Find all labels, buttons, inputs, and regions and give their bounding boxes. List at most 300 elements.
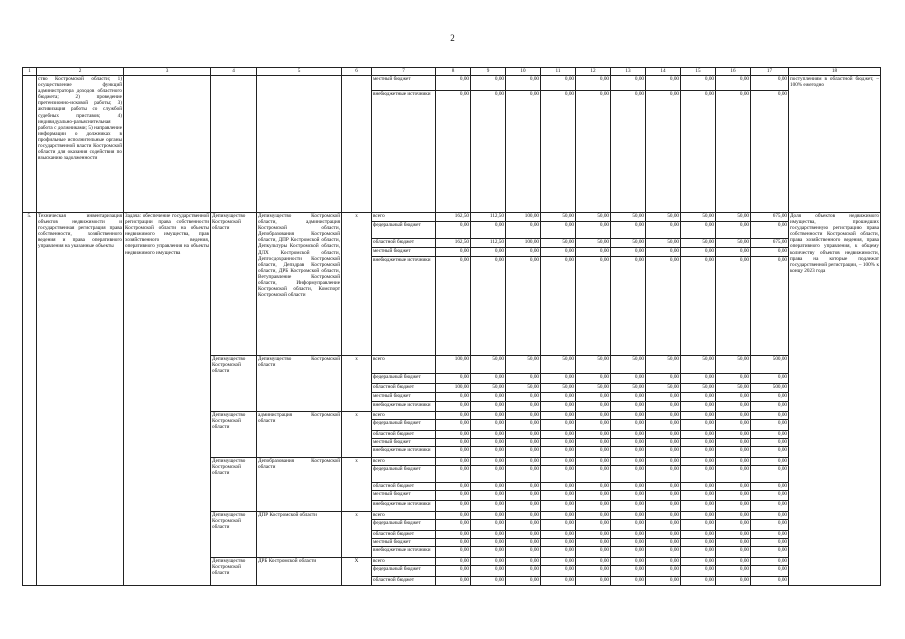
value-cell: 0,00 <box>436 412 471 420</box>
value-cell: 50,00 <box>681 213 716 222</box>
value-cell: 162,50 <box>436 213 471 222</box>
column-number: 6 <box>342 68 372 76</box>
value-cell: 0,00 <box>611 257 646 356</box>
value-cell: 50,00 <box>576 213 611 222</box>
x-mark: х <box>342 512 372 558</box>
value-cell: 0,00 <box>436 76 471 91</box>
funding-source: местный бюджет <box>372 491 436 501</box>
result-text: Доля объектов недвижимого имущества, прошедших государственную регистрацию права собственности Костромской области, права хозяйственного ведения, права оперативного управления, к общему количеству объектов недвижимости, права на которые подлежат государственной регистрации, – 100% к концу 2023 года <box>789 213 881 586</box>
value-cell: 0,00 <box>541 512 576 520</box>
value-cell: 500,00 <box>751 384 789 393</box>
value-cell: 0,00 <box>716 547 751 558</box>
value-cell: 0,00 <box>541 483 576 491</box>
value-cell: 0,00 <box>681 447 716 458</box>
value-cell: 0,00 <box>471 431 506 439</box>
value-cell: 50,00 <box>716 213 751 222</box>
value-cell: 0,00 <box>751 520 789 531</box>
value-cell: 0,00 <box>506 501 541 512</box>
value-cell: 0,00 <box>681 393 716 402</box>
value-cell: 0,00 <box>576 577 611 586</box>
value-cell: 0,00 <box>506 512 541 520</box>
value-cell: 50,00 <box>471 384 506 393</box>
value-cell: 0,00 <box>471 558 506 566</box>
value-cell: 0,00 <box>681 547 716 558</box>
value-cell: 0,00 <box>716 483 751 491</box>
value-cell: 0,00 <box>576 501 611 512</box>
column-number: 9 <box>471 68 506 76</box>
x-mark: х <box>342 458 372 512</box>
value-cell: 0,00 <box>681 466 716 483</box>
value-cell: 0,00 <box>576 420 611 431</box>
value-cell: 0,00 <box>716 248 751 257</box>
value-cell: 0,00 <box>681 577 716 586</box>
value-cell: 0,00 <box>681 439 716 447</box>
column-number: 11 <box>541 68 576 76</box>
value-cell: 0,00 <box>611 393 646 402</box>
value-cell: 500,00 <box>751 356 789 374</box>
value-cell: 50,00 <box>506 356 541 374</box>
value-cell: 0,00 <box>506 393 541 402</box>
value-cell: 0,00 <box>506 466 541 483</box>
column-number: 17 <box>751 68 789 76</box>
value-cell: 50,00 <box>541 384 576 393</box>
value-cell: 0,00 <box>471 412 506 420</box>
value-cell: 0,00 <box>471 458 506 466</box>
value-cell: 0,00 <box>681 483 716 491</box>
co-executor: ДПР Костромской области <box>257 512 342 558</box>
value-cell: 0,00 <box>506 412 541 420</box>
value-cell: 0,00 <box>436 531 471 539</box>
value-cell: 0,00 <box>471 374 506 384</box>
value-cell: 0,00 <box>506 531 541 539</box>
co-executor: Депобразования Костромской области <box>257 458 342 512</box>
value-cell: 0,00 <box>646 420 681 431</box>
value-cell: 0,00 <box>716 520 751 531</box>
value-cell: 0,00 <box>681 539 716 547</box>
value-cell: 0,00 <box>471 577 506 586</box>
value-cell: 0,00 <box>751 257 789 356</box>
value-cell: 0,00 <box>611 547 646 558</box>
value-cell: 0,00 <box>541 393 576 402</box>
value-cell: 0,00 <box>541 248 576 257</box>
value-cell: 0,00 <box>576 393 611 402</box>
funding-source: внебюджетные источники <box>372 402 436 412</box>
column-number: 14 <box>646 68 681 76</box>
value-cell: 0,00 <box>681 257 716 356</box>
value-cell: 0,00 <box>681 76 716 91</box>
funding-source: внебюджетные источники <box>372 257 436 356</box>
value-cell: 0,00 <box>716 566 751 577</box>
value-cell: 0,00 <box>751 531 789 539</box>
responsible-executor: Депимущество Костромской области <box>211 213 257 356</box>
value-cell: 0,00 <box>436 91 471 213</box>
measure-text: ство Костромской области; 1) осуществление функций администратора доходов областного бюджета; 2) проведение претензионно-исковой работы; 3) активизация работы со службой судебных приставов; 4) индивидуально-разъяснительная работа с должниками; 5) направление информации о должниках в профильные исполнительные органы государственной власти Костромской области для оказания содействия по взысканию задолженности <box>37 76 124 213</box>
value-cell: 0,00 <box>681 248 716 257</box>
value-cell: 50,00 <box>646 213 681 222</box>
table-cell <box>342 76 372 213</box>
value-cell: 0,00 <box>611 439 646 447</box>
value-cell: 0,00 <box>716 458 751 466</box>
co-executor: Депимущество Костромской области <box>257 356 342 412</box>
value-cell: 0,00 <box>541 420 576 431</box>
value-cell: 0,00 <box>751 76 789 91</box>
value-cell: 0,00 <box>681 420 716 431</box>
value-cell: 0,00 <box>541 539 576 547</box>
responsible-executor: Депимущество Костромской области <box>211 412 257 458</box>
value-cell: 0,00 <box>646 466 681 483</box>
value-cell: 0,00 <box>576 566 611 577</box>
value-cell: 0,00 <box>646 412 681 420</box>
value-cell: 0,00 <box>506 577 541 586</box>
value-cell: 0,00 <box>716 402 751 412</box>
value-cell: 162,50 <box>436 239 471 248</box>
value-cell: 0,00 <box>681 402 716 412</box>
value-cell: 50,00 <box>716 239 751 248</box>
value-cell: 0,00 <box>751 577 789 586</box>
value-cell: 0,00 <box>541 547 576 558</box>
funding-source: внебюджетные источники <box>372 547 436 558</box>
value-cell: 0,00 <box>611 76 646 91</box>
funding-source: областной бюджет <box>372 431 436 439</box>
value-cell: 112,50 <box>471 239 506 248</box>
value-cell: 0,00 <box>436 501 471 512</box>
row-number: 5. <box>23 213 37 586</box>
co-executor: Депимущество Костромской области, администрация Костромской области, Депобразования Костромской области, ДПР Костромской области, Депкультуры Костромской области, ДЛХ Костромской области, Депгосдохранности Костромской области, Депздрав Костромской области, ДРБ Костромской области, Ветуправление Костромской области, Информуправление Костромской области, Комспорт Костромской области <box>257 213 342 356</box>
table-cell <box>124 76 211 213</box>
value-cell: 50,00 <box>541 356 576 374</box>
value-cell: 0,00 <box>681 491 716 501</box>
value-cell: 50,00 <box>611 239 646 248</box>
value-cell: 0,00 <box>541 520 576 531</box>
value-cell: 0,00 <box>436 257 471 356</box>
value-cell: 0,00 <box>646 520 681 531</box>
value-cell: 0,00 <box>541 402 576 412</box>
value-cell: 50,00 <box>576 384 611 393</box>
value-cell: 0,00 <box>681 558 716 566</box>
column-number: 16 <box>716 68 751 76</box>
value-cell: 0,00 <box>471 439 506 447</box>
value-cell: 0,00 <box>681 531 716 539</box>
value-cell: 50,00 <box>576 239 611 248</box>
column-number: 8 <box>436 68 471 76</box>
column-number: 2 <box>37 68 124 76</box>
value-cell: 0,00 <box>436 512 471 520</box>
funding-source: местный бюджет <box>372 539 436 547</box>
value-cell: 0,00 <box>506 447 541 458</box>
value-cell: 0,00 <box>611 491 646 501</box>
value-cell: 0,00 <box>576 512 611 520</box>
value-cell: 0,00 <box>506 566 541 577</box>
value-cell: 0,00 <box>576 431 611 439</box>
column-number: 10 <box>506 68 541 76</box>
value-cell: 0,00 <box>541 458 576 466</box>
value-cell: 0,00 <box>576 491 611 501</box>
responsible-executor: Депимущество Костромской области <box>211 512 257 558</box>
value-cell: 0,00 <box>646 402 681 412</box>
value-cell: 0,00 <box>541 76 576 91</box>
co-executor: ДРБ Костромской области <box>257 558 342 586</box>
x-mark: х <box>342 213 372 356</box>
value-cell: 0,00 <box>436 402 471 412</box>
value-cell: 0,00 <box>541 222 576 239</box>
budget-table <box>22 67 881 586</box>
value-cell: 0,00 <box>646 458 681 466</box>
value-cell: 0,00 <box>646 91 681 213</box>
value-cell: 0,00 <box>611 412 646 420</box>
value-cell: 0,00 <box>611 558 646 566</box>
value-cell: 0,00 <box>436 439 471 447</box>
column-number: 7 <box>372 68 436 76</box>
value-cell: 0,00 <box>506 248 541 257</box>
value-cell: 0,00 <box>541 466 576 483</box>
value-cell: 0,00 <box>716 431 751 439</box>
value-cell: 0,00 <box>646 501 681 512</box>
value-cell: 0,00 <box>751 466 789 483</box>
value-cell: 0,00 <box>576 439 611 447</box>
value-cell: 0,00 <box>576 76 611 91</box>
value-cell: 0,00 <box>436 222 471 239</box>
funding-source: местный бюджет <box>372 76 436 91</box>
value-cell: 0,00 <box>716 420 751 431</box>
value-cell: 675,00 <box>751 239 789 248</box>
result-text: поступлениям в областной бюджет, – 100% ежегодно <box>789 76 881 213</box>
value-cell: 100,00 <box>436 384 471 393</box>
funding-source: местный бюджет <box>372 439 436 447</box>
value-cell: 0,00 <box>611 566 646 577</box>
funding-source: областной бюджет <box>372 239 436 248</box>
value-cell: 0,00 <box>576 547 611 558</box>
value-cell: 100,00 <box>506 213 541 222</box>
value-cell: 0,00 <box>576 374 611 384</box>
funding-source: всего <box>372 412 436 420</box>
value-cell: 0,00 <box>506 439 541 447</box>
task-text: Задача: обеспечение государственной регистрации права собственности Костромской области на объекты недвижимого имущества, прав хозяйственного ведения, оперативного управления на объекты недвижимого имущества <box>124 213 211 586</box>
value-cell: 50,00 <box>646 356 681 374</box>
value-cell: 0,00 <box>436 466 471 483</box>
value-cell: 0,00 <box>506 402 541 412</box>
value-cell: 0,00 <box>646 512 681 520</box>
value-cell: 0,00 <box>646 531 681 539</box>
value-cell: 0,00 <box>471 531 506 539</box>
column-number: 15 <box>681 68 716 76</box>
funding-source: внебюджетные источники <box>372 447 436 458</box>
value-cell: 0,00 <box>541 566 576 577</box>
table-cell <box>211 76 257 213</box>
x-mark: х <box>342 356 372 412</box>
value-cell: 0,00 <box>716 539 751 547</box>
value-cell: 0,00 <box>716 257 751 356</box>
value-cell: 0,00 <box>471 539 506 547</box>
value-cell: 0,00 <box>751 439 789 447</box>
funding-source: всего <box>372 558 436 566</box>
value-cell: 50,00 <box>611 213 646 222</box>
value-cell: 0,00 <box>646 558 681 566</box>
funding-source: всего <box>372 356 436 374</box>
value-cell: 0,00 <box>436 520 471 531</box>
value-cell: 0,00 <box>716 491 751 501</box>
funding-source: федеральный бюджет <box>372 520 436 531</box>
funding-source: внебюджетные источники <box>372 91 436 213</box>
value-cell: 0,00 <box>646 257 681 356</box>
value-cell: 0,00 <box>576 466 611 483</box>
value-cell: 0,00 <box>576 412 611 420</box>
column-number: 5 <box>257 68 342 76</box>
value-cell: 0,00 <box>751 447 789 458</box>
value-cell: 0,00 <box>506 374 541 384</box>
value-cell: 0,00 <box>751 566 789 577</box>
funding-source: федеральный бюджет <box>372 466 436 483</box>
value-cell: 0,00 <box>611 520 646 531</box>
value-cell: 0,00 <box>506 76 541 91</box>
value-cell: 0,00 <box>611 431 646 439</box>
value-cell: 0,00 <box>471 466 506 483</box>
value-cell: 0,00 <box>611 458 646 466</box>
value-cell: 0,00 <box>471 512 506 520</box>
value-cell: 0,00 <box>646 539 681 547</box>
value-cell: 0,00 <box>751 501 789 512</box>
table-row <box>23 76 881 91</box>
value-cell: 0,00 <box>471 393 506 402</box>
value-cell: 0,00 <box>436 420 471 431</box>
value-cell: 0,00 <box>751 483 789 491</box>
value-cell: 0,00 <box>646 248 681 257</box>
value-cell: 50,00 <box>576 356 611 374</box>
value-cell: 0,00 <box>681 566 716 577</box>
value-cell: 100,00 <box>436 356 471 374</box>
funding-source: областной бюджет <box>372 531 436 539</box>
value-cell: 0,00 <box>716 91 751 213</box>
value-cell: 0,00 <box>611 466 646 483</box>
value-cell: 0,00 <box>471 491 506 501</box>
column-number: 3 <box>124 68 211 76</box>
value-cell: 0,00 <box>751 402 789 412</box>
value-cell: 50,00 <box>681 356 716 374</box>
value-cell: 112,50 <box>471 213 506 222</box>
value-cell: 0,00 <box>716 393 751 402</box>
value-cell: 0,00 <box>576 257 611 356</box>
value-cell: 0,00 <box>436 431 471 439</box>
value-cell: 0,00 <box>576 558 611 566</box>
value-cell: 0,00 <box>716 577 751 586</box>
value-cell: 0,00 <box>436 248 471 257</box>
column-number: 4 <box>211 68 257 76</box>
responsible-executor: Депимущество Костромской области <box>211 458 257 512</box>
value-cell: 50,00 <box>541 239 576 248</box>
value-cell: 0,00 <box>751 248 789 257</box>
value-cell: 0,00 <box>751 431 789 439</box>
x-mark: х <box>342 412 372 458</box>
value-cell: 0,00 <box>436 374 471 384</box>
value-cell: 0,00 <box>716 412 751 420</box>
value-cell: 0,00 <box>611 539 646 547</box>
value-cell: 0,00 <box>716 466 751 483</box>
value-cell: 0,00 <box>471 248 506 257</box>
value-cell: 0,00 <box>716 222 751 239</box>
value-cell: 0,00 <box>681 412 716 420</box>
value-cell: 0,00 <box>681 91 716 213</box>
value-cell: 0,00 <box>716 447 751 458</box>
value-cell: 100,00 <box>506 239 541 248</box>
funding-source: федеральный бюджет <box>372 420 436 431</box>
column-number: 13 <box>611 68 646 76</box>
value-cell: 0,00 <box>506 91 541 213</box>
table-row <box>23 213 881 222</box>
value-cell: 0,00 <box>751 420 789 431</box>
value-cell: 0,00 <box>576 447 611 458</box>
value-cell: 0,00 <box>716 501 751 512</box>
value-cell: 0,00 <box>541 558 576 566</box>
value-cell: 0,00 <box>611 374 646 384</box>
page-number: 2 <box>450 33 455 43</box>
column-number: 18 <box>789 68 881 76</box>
value-cell: 0,00 <box>506 558 541 566</box>
value-cell: 0,00 <box>611 91 646 213</box>
value-cell: 0,00 <box>646 447 681 458</box>
responsible-executor: Депимущество Костромской области <box>211 558 257 586</box>
value-cell: 0,00 <box>751 458 789 466</box>
value-cell: 0,00 <box>681 501 716 512</box>
value-cell: 50,00 <box>611 356 646 374</box>
value-cell: 0,00 <box>541 431 576 439</box>
value-cell: 0,00 <box>541 439 576 447</box>
value-cell: 0,00 <box>646 439 681 447</box>
value-cell: 0,00 <box>681 520 716 531</box>
funding-source: всего <box>372 458 436 466</box>
value-cell: 50,00 <box>611 384 646 393</box>
value-cell: 0,00 <box>471 547 506 558</box>
value-cell: 0,00 <box>436 558 471 566</box>
value-cell: 0,00 <box>611 577 646 586</box>
value-cell: 50,00 <box>646 384 681 393</box>
value-cell: 0,00 <box>611 402 646 412</box>
value-cell: 0,00 <box>506 222 541 239</box>
value-cell: 0,00 <box>436 393 471 402</box>
value-cell: 0,00 <box>611 483 646 491</box>
value-cell: 50,00 <box>506 384 541 393</box>
value-cell: 0,00 <box>576 483 611 491</box>
value-cell: 0,00 <box>646 577 681 586</box>
value-cell: 0,00 <box>541 531 576 539</box>
measure-text: Техническая инвентаризация объектов недвижимости и государственная регистрация права собственности, хозяйственного ведения и права оперативного управления на указанные объекты <box>37 213 124 586</box>
value-cell: 0,00 <box>646 393 681 402</box>
value-cell: 0,00 <box>681 431 716 439</box>
value-cell: 0,00 <box>506 257 541 356</box>
column-number: 1 <box>23 68 37 76</box>
value-cell: 0,00 <box>576 520 611 531</box>
value-cell: 0,00 <box>751 539 789 547</box>
funding-source: областной бюджет <box>372 577 436 586</box>
value-cell: 0,00 <box>576 539 611 547</box>
value-cell: 0,00 <box>611 420 646 431</box>
value-cell: 0,00 <box>471 420 506 431</box>
value-cell: 0,00 <box>751 91 789 213</box>
value-cell: 0,00 <box>471 520 506 531</box>
value-cell: 0,00 <box>611 222 646 239</box>
value-cell: 0,00 <box>506 547 541 558</box>
value-cell: 0,00 <box>506 491 541 501</box>
value-cell: 50,00 <box>716 356 751 374</box>
value-cell: 0,00 <box>681 222 716 239</box>
value-cell: 0,00 <box>471 257 506 356</box>
value-cell: 0,00 <box>646 547 681 558</box>
value-cell: 0,00 <box>646 76 681 91</box>
value-cell: 0,00 <box>576 531 611 539</box>
value-cell: 0,00 <box>471 91 506 213</box>
funding-source: областной бюджет <box>372 483 436 491</box>
table-cell <box>257 76 342 213</box>
value-cell: 0,00 <box>646 491 681 501</box>
value-cell: 0,00 <box>436 566 471 577</box>
